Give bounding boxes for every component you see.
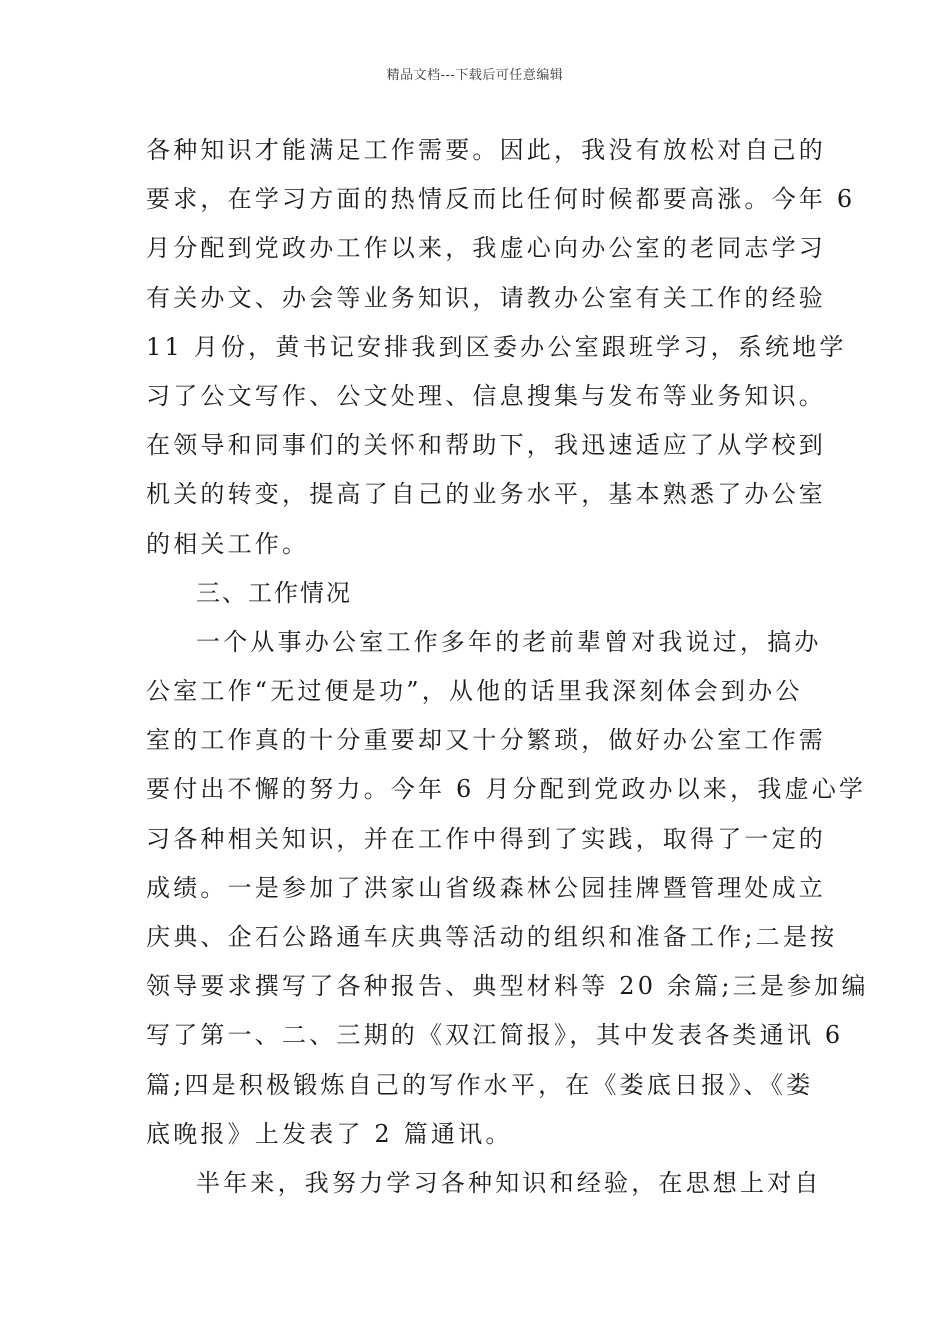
text-line: 要付出不懈的努力。今年 6 月分配到党政办以来，我虚心学 [146, 775, 867, 804]
text-line: 庆典、企石公路通车庆典等活动的组织和准备工作;二是按 [146, 923, 838, 951]
text-line: 室的工作真的十分重要却又十分繁琐，做好办公室工作需 [146, 726, 826, 755]
text-line: 月分配到党政办工作以来，我虚心向办公室的老同志学习 [146, 234, 826, 263]
text-line: 公室工作“无过便是功”，从他的话里我深刻体会到办公 [146, 677, 803, 706]
text-line: 习了公文写作、公文处理、信息搜集与发布等业务知识。 [146, 381, 826, 410]
text-line: 11 月份，黄书记安排我到区委办公室跟班学习，系统地学 [146, 332, 847, 361]
text-line: 习各种相关知识，并在工作中得到了实践，取得了一定的 [146, 824, 826, 853]
text-line: 机关的转变，提高了自己的业务水平，基本熟悉了办公室 [146, 480, 826, 509]
text-line: 各种知识才能满足工作需要。因此，我没有放松对自己的 [146, 136, 826, 164]
text-line: 篇;四是积极锻炼自己的写作水平，在《娄底日报》、《娄 [146, 1070, 814, 1099]
paragraph-first-line: 半年来，我努力学习各种知识和经验，在思想上对自 [196, 1168, 822, 1197]
text-line: 有关办文、办会等业务知识，请教办公室有关工作的经验 [146, 283, 826, 312]
text-line: 底晚报》上发表了 2 篇通讯。 [146, 1119, 513, 1148]
section-heading: 三、工作情况 [196, 578, 352, 607]
document-body [146, 126, 869, 1208]
text-line: 领导要求撰写了各种报告、典型材料等 20 余篇;三是参加编 [146, 972, 869, 1001]
text-line: 在领导和同事们的关怀和帮助下，我迅速适应了从学校到 [146, 431, 826, 460]
paragraph-first-line: 一个从事办公室工作多年的老前辈曾对我说过，搞办 [196, 627, 822, 656]
text-line: 要求，在学习方面的热情反而比任何时候都要高涨。今年 6 [146, 185, 856, 214]
page-header: 精品文档---下载后可任意编辑 [386, 68, 564, 83]
text-line: 的相关工作。 [146, 529, 310, 558]
text-line: 写了第一、二、三期的《双江简报》，其中发表各类通讯 6 [146, 1021, 844, 1050]
text-line: 成绩。一是参加了洪家山省级森林公园挂牌暨管理处成立 [146, 873, 826, 902]
